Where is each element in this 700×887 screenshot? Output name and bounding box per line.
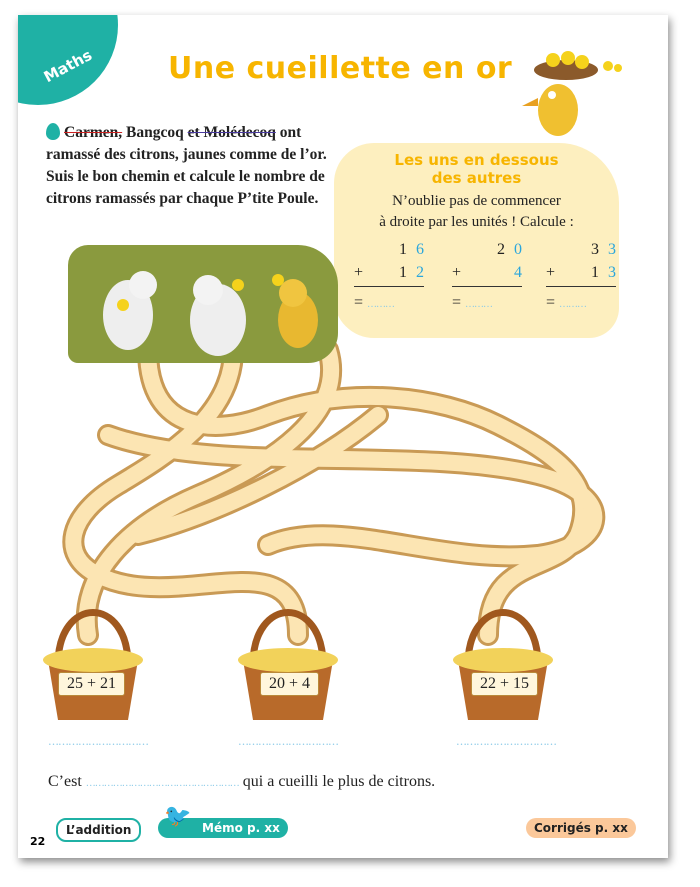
- struck-name-moledecoq: et Molédecoq: [187, 124, 276, 141]
- tip-title: Les uns en dessous des autres: [394, 151, 559, 187]
- subject-tab-label: Maths: [40, 45, 96, 87]
- maze: [18, 15, 668, 775]
- page-title: Une cueillette en or: [168, 51, 513, 86]
- answer-field[interactable]: ………: [367, 299, 395, 310]
- tip-text: N’oublie pas de commencer à droite par les unités ! Calcule :: [379, 193, 574, 230]
- addition-2: 2 0 + 4 = ………: [452, 241, 522, 311]
- addition-3: 3 3 + 1 3 = ………: [546, 241, 616, 311]
- basket-2-label: 20 + 4: [260, 672, 319, 696]
- basket-1-answer[interactable]: …………………………: [48, 735, 148, 748]
- topic-label: L’addition: [56, 818, 141, 842]
- basket-2-answer[interactable]: …………………………: [238, 735, 338, 748]
- three-hens-illustration: [68, 245, 338, 363]
- answer-field[interactable]: ………: [559, 299, 587, 310]
- basket-3-answer[interactable]: …………………………: [456, 735, 556, 748]
- answers-link[interactable]: Corrigés p. xx: [526, 818, 636, 838]
- instructions-text: ont ramassé des citrons, jaunes comme de l’or. Suis le bon chemin et calcule le nombre de citrons ramassés par chaque P’tite Poule.: [46, 124, 327, 207]
- basket-1-label: 25 + 21: [58, 672, 125, 696]
- name-bangcoq: Bangcoq: [126, 124, 184, 141]
- conclusion-answer-field[interactable]: ……………………………………………: [85, 778, 239, 789]
- memo-link[interactable]: 🐦 Mémo p. xx: [158, 818, 288, 838]
- basket-3-icon: [453, 613, 553, 721]
- answer-field[interactable]: ………: [465, 299, 493, 310]
- bird-mascot-icon: 🐦: [164, 804, 192, 829]
- basket-3-label: 22 + 15: [471, 672, 538, 696]
- conclusion-sentence: C’est …………………………………………… qui a cueilli le plus de citrons.: [48, 773, 436, 790]
- workbook-page: [18, 15, 668, 858]
- struck-name-carmen: Carmen,: [64, 124, 123, 141]
- page-number: 22: [30, 835, 46, 848]
- addition-1: 1 6 + 1 2 = ………: [354, 241, 424, 311]
